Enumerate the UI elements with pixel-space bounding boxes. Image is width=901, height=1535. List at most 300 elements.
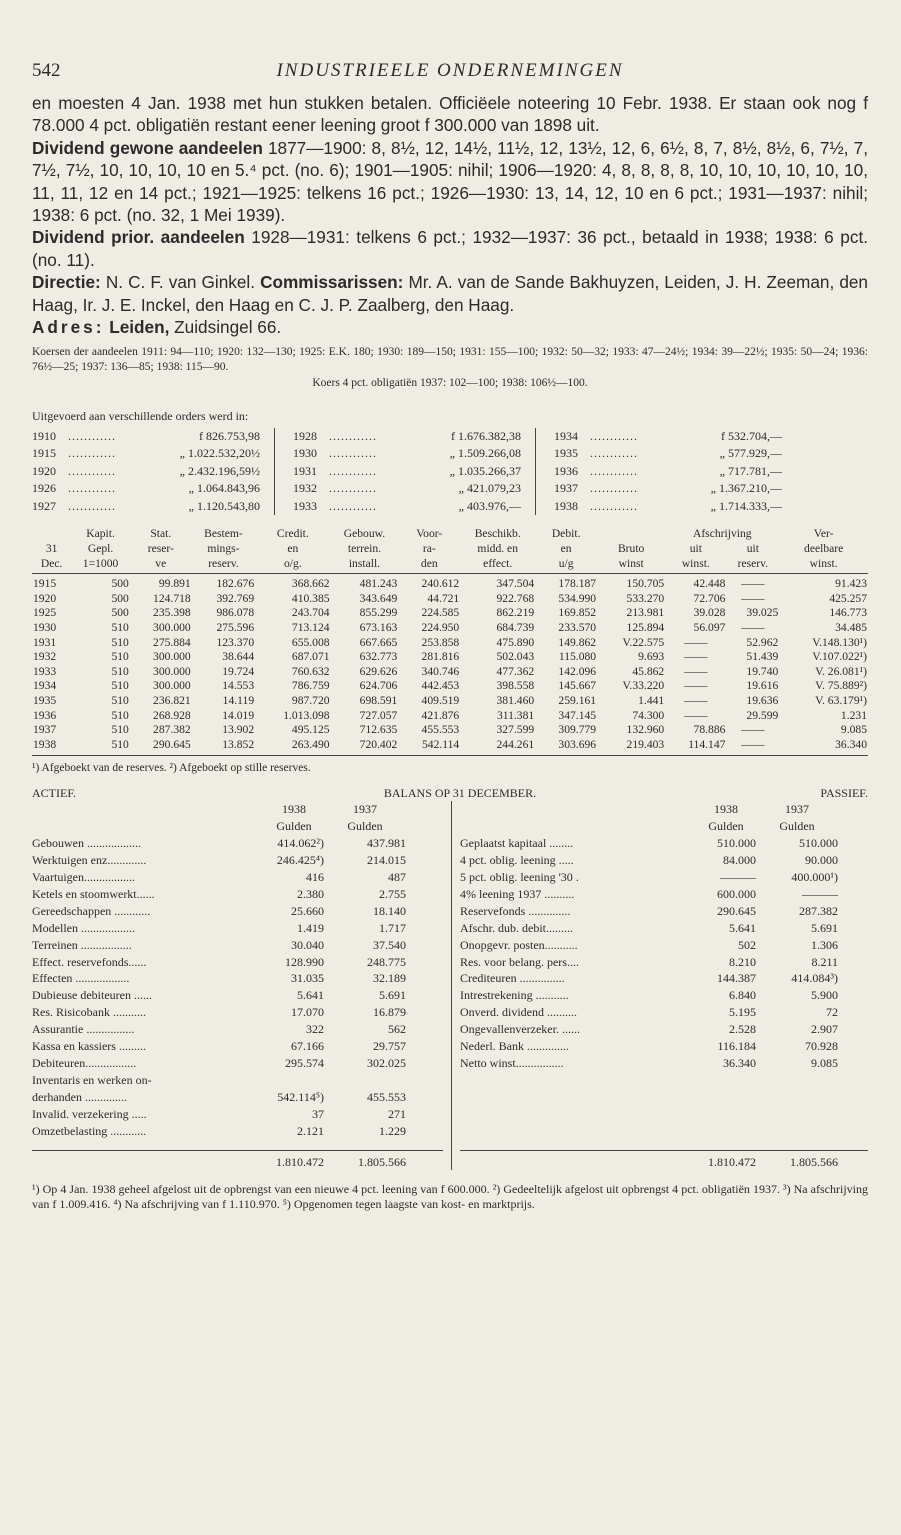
- order-row: [32, 463, 260, 481]
- order-value: f 532.704,—: [721, 428, 782, 443]
- balance-item: [32, 1106, 443, 1123]
- dividend-prior-label: Dividend prior. aandeelen: [32, 227, 245, 248]
- financial-table: [32, 527, 868, 756]
- table-cell: 91.423: [835, 577, 867, 591]
- order-value: „ 403.976,—: [458, 498, 521, 513]
- table-cell: 149.862: [558, 635, 597, 649]
- col-header: o/g.: [255, 557, 330, 574]
- balance-item: [32, 1072, 443, 1089]
- balance-item: [460, 1004, 868, 1021]
- table-cell: 510: [71, 738, 130, 756]
- table-cell: 713.124: [291, 621, 330, 635]
- order-dots: ............: [590, 463, 638, 478]
- balance-item-label: Vaartuigen.................: [32, 870, 135, 884]
- col-header: winst.: [665, 557, 726, 574]
- table-cell: V. 26.081¹): [815, 664, 867, 678]
- order-dots: ............: [590, 446, 638, 461]
- table-row: [32, 621, 868, 636]
- unit-1938: Gulden: [276, 819, 312, 834]
- table-cell: 78.886: [693, 723, 726, 737]
- table-cell: ——: [684, 694, 708, 707]
- table-cell: 510: [111, 679, 129, 693]
- balance-value-1938: 144.387: [717, 971, 756, 986]
- table-cell: 146.773: [829, 606, 867, 620]
- table-cell: 300.000: [153, 679, 191, 693]
- col-header: Afschrijving: [692, 527, 752, 541]
- table-cell: V. 75.889²): [815, 679, 867, 693]
- order-row: [32, 428, 260, 446]
- order-year: 1934: [554, 428, 578, 443]
- company-description: [32, 92, 868, 338]
- balance-value-1937: 400.000¹): [791, 870, 838, 884]
- table-cell: 124.718: [153, 591, 191, 605]
- balance-value-1937: 70.928: [805, 1039, 838, 1054]
- balance-value-1938: 5.641: [729, 920, 756, 935]
- col-header: en: [287, 542, 299, 556]
- col-header: Voor-: [416, 527, 443, 541]
- balance-item: [32, 1055, 443, 1072]
- orders-table: [32, 428, 868, 516]
- col-header: den: [398, 557, 460, 574]
- balance-item: [460, 954, 868, 971]
- balance-item-label: Omzetbelasting ............: [32, 1123, 147, 1138]
- balance-item: [32, 903, 443, 920]
- balance-item: [32, 954, 443, 971]
- table-cell: 1933: [33, 664, 57, 678]
- order-row: [554, 480, 782, 498]
- table-cell: 986.078: [216, 606, 255, 620]
- balance-value-1938: 510.000: [717, 836, 756, 851]
- balance-value-1937: 1.229: [379, 1123, 406, 1138]
- balance-value-1937: 2.907: [811, 1022, 838, 1037]
- table-cell: 500: [111, 577, 129, 591]
- table-cell: ——: [726, 738, 779, 756]
- balance-value-1937: 90.000: [805, 853, 838, 868]
- balance-value-1938: 6.840: [729, 988, 756, 1003]
- table-cell: V.33.220: [622, 679, 665, 693]
- year-1938: 1938: [282, 802, 306, 817]
- order-value: „ 717.781,—: [719, 463, 782, 478]
- table-cell: 36.340: [779, 738, 868, 756]
- balance-item: [32, 1123, 443, 1140]
- unit-1937: Gulden: [779, 819, 815, 834]
- table-cell: ——: [741, 591, 765, 605]
- balance-value-1938: 37: [312, 1106, 324, 1121]
- table-row: [32, 694, 868, 709]
- balance-item-label: Netto winst................: [460, 1055, 564, 1070]
- year-1937: 1937: [785, 802, 809, 817]
- balance-item-label: Nederl. Bank ..............: [460, 1039, 569, 1054]
- table-cell: 1.013.098: [283, 708, 330, 722]
- balance-item: [32, 869, 443, 886]
- adres-paragraph: [32, 316, 868, 338]
- col-header: reser-: [147, 542, 174, 556]
- balance-value-1938: 36.340: [723, 1055, 756, 1070]
- table-cell: 327.599: [496, 723, 535, 737]
- order-dots: ............: [68, 428, 116, 443]
- table-cell: 39.025: [746, 606, 779, 620]
- table-cell: 510: [111, 694, 129, 707]
- balance-item-label: 4% leening 1937 ..........: [460, 886, 575, 901]
- liabilities-list: [460, 835, 868, 1072]
- balance-item: [460, 869, 868, 886]
- table-cell: 268.928: [153, 708, 191, 722]
- balance-item-label: Onopgevr. posten...........: [460, 937, 578, 952]
- table-cell: 1.231: [840, 708, 867, 722]
- order-year: 1932: [293, 481, 317, 496]
- table-cell: 655.008: [291, 635, 330, 649]
- order-dots: ............: [329, 463, 377, 478]
- balance-item: [32, 970, 443, 987]
- table-cell: 1936: [33, 708, 57, 722]
- table-cell: ——: [741, 577, 765, 591]
- table-cell: 687.071: [291, 650, 330, 664]
- actief-label: ACTIEF.: [32, 786, 77, 801]
- table-row: [32, 738, 868, 756]
- table-cell: 455.553: [421, 723, 460, 737]
- unit-header: [32, 818, 443, 835]
- balance-value-1937: 487: [388, 870, 406, 884]
- table-row: [32, 665, 868, 680]
- order-year: 1935: [554, 446, 578, 461]
- balance-value-1937: 8.211: [811, 954, 838, 969]
- balance-item: [32, 886, 443, 903]
- balance-item-label: Assurantie ................: [32, 1022, 135, 1037]
- balance-item-label: Debiteuren.................: [32, 1055, 137, 1070]
- col-header: uit: [746, 542, 759, 556]
- table-cell: 987.720: [291, 694, 330, 707]
- balance-item-label: 5 pct. oblig. leening '30 .: [460, 870, 579, 884]
- balance-item: [32, 835, 443, 852]
- col-header: reserv.: [726, 557, 779, 574]
- order-dots: ............: [68, 463, 116, 478]
- balance-value-1938: 67.166: [291, 1039, 324, 1054]
- document-page: [32, 58, 868, 1211]
- table-cell: ——: [741, 621, 765, 635]
- balance-value-1937: 437.981: [367, 836, 406, 851]
- table-cell: 300.000: [153, 650, 191, 664]
- balance-value-1938: 416: [306, 870, 324, 884]
- balance-value-1938: 17.070: [291, 1005, 324, 1020]
- assets-total: [32, 1150, 443, 1171]
- order-value: „ 2.432.196,59½: [179, 463, 260, 478]
- col-header: effect.: [460, 557, 535, 574]
- order-year: 1938: [554, 498, 578, 513]
- table-cell: 114.147: [665, 738, 726, 756]
- table-cell: 533.270: [626, 591, 665, 605]
- table-cell: 19.636: [746, 694, 779, 707]
- balance-value-1938: 8.210: [729, 954, 756, 969]
- table-cell: 34.485: [835, 621, 867, 635]
- col-header: ra-: [422, 542, 436, 556]
- balance-value-1937: 32.189: [373, 971, 406, 986]
- order-dots: ............: [590, 498, 638, 513]
- table-cell: 495.125: [291, 723, 330, 737]
- table-cell: 1930: [33, 621, 57, 635]
- balance-value-1937: 214.015: [367, 853, 406, 868]
- order-dots: ............: [68, 446, 116, 461]
- table-cell: 510: [111, 664, 129, 678]
- balance-item-label: Crediteuren ...............: [460, 971, 565, 986]
- balance-value-1937: [324, 1072, 406, 1089]
- page-number: 542: [32, 60, 61, 81]
- table-cell: 219.403: [597, 738, 665, 756]
- table-cell: 421.876: [421, 708, 460, 722]
- balance-value-1938: 246.425⁴): [276, 853, 324, 868]
- orders-column: [32, 428, 274, 516]
- table-cell: 862.219: [496, 606, 535, 620]
- balance-footnotes: ¹) Op 4 Jan. 1938 geheel afgelost uit de opbrengst van een nieuwe 4 pct. leening van f 600.000. ²) Gedeeltelijk afgelost uit opbrengst 4 pct. obligatiën 1937. ³) Na afschrijving van f 1.009.416. ⁴) Na afschrijving van f 1.110.970. ⁵) Opgenomen tegen laagste van kost- en marktprijs.: [32, 1182, 868, 1211]
- orders-column: [274, 428, 535, 516]
- order-year: 1931: [293, 463, 317, 478]
- balance-value-1937: 455.553: [367, 1089, 406, 1104]
- table-row: [32, 592, 868, 607]
- order-value: „ 577.929,—: [719, 446, 782, 461]
- table-cell: 13.902: [222, 723, 255, 737]
- balance-value-1937: 5.691: [811, 920, 838, 935]
- balance-item-label: Reservefonds ..............: [460, 903, 571, 918]
- col-header: Ver-: [813, 527, 834, 541]
- order-value: f 1.676.382,38: [451, 428, 521, 443]
- col-header: mings-: [207, 542, 240, 556]
- koersen-aandeelen: Koersen der aandeelen 1911: 94—110; 1920: 132—130; 1925: E.K. 180; 1930: 189—150; 1931: 155—100; 1932: 50—32; 1933: 47—24½; 1934: 39—22½; 1935: 50—24; 1936: 76½—25; 1937: 136—85; 1938: 115—90.: [32, 346, 868, 373]
- table-cell: 275.596: [216, 621, 255, 635]
- table-cell: 178.187: [558, 577, 597, 591]
- table-cell: 1920: [33, 591, 57, 605]
- col-header: deelbare: [804, 542, 844, 556]
- orders-column: [535, 428, 796, 516]
- running-title: INDUSTRIEELE ONDERNEMINGEN: [276, 60, 624, 81]
- table-cell: ——: [684, 664, 708, 678]
- balance-value-1938: 502: [738, 937, 756, 952]
- table-cell: 392.769: [216, 591, 255, 605]
- balance-value-1937: 5.900: [811, 988, 838, 1003]
- balance-item: [460, 1055, 868, 1072]
- balance-item-label: 4 pct. oblig. leening .....: [460, 853, 574, 868]
- balance-item: [32, 1038, 443, 1055]
- table-cell: 9.693: [638, 650, 665, 664]
- table-cell: 542.114: [398, 738, 460, 756]
- table-row: [32, 679, 868, 694]
- order-row: [293, 498, 521, 516]
- table-cell: 244.261: [460, 738, 535, 756]
- table-cell: 510: [111, 723, 129, 737]
- table-cell: 281.816: [421, 650, 460, 664]
- table-cell: 56.097: [693, 621, 726, 635]
- balance-value-1938: 414.062²): [277, 836, 324, 851]
- table-cell: 115.080: [558, 650, 597, 664]
- table-cell: 142.096: [558, 664, 597, 678]
- balance-value-1937: 1.717: [379, 920, 406, 935]
- col-header: winst.: [779, 557, 868, 574]
- balance-value-1938: [264, 1072, 324, 1089]
- table-cell: ——: [741, 723, 765, 737]
- table-cell: 1934: [33, 679, 57, 693]
- table-cell: 1938: [32, 738, 71, 756]
- balance-value-1938: 2.121: [297, 1123, 324, 1138]
- table-cell: V. 63.179¹): [815, 694, 867, 707]
- balance-item: [460, 987, 868, 1004]
- balance-sheet: [32, 801, 868, 1139]
- directie-label: Directie:: [32, 272, 101, 293]
- balance-item: [460, 920, 868, 937]
- balance-value-1938: ———: [720, 870, 756, 884]
- table-cell: 629.626: [359, 664, 398, 678]
- adres-label: Adres:: [32, 317, 105, 338]
- order-dots: ............: [68, 498, 116, 513]
- table-cell: 712.635: [359, 723, 398, 737]
- table-cell: 698.591: [359, 694, 398, 707]
- table-cell: 145.667: [558, 679, 597, 693]
- table-cell: 51.439: [746, 650, 779, 664]
- balance-item-label: derhanden ..............: [32, 1089, 127, 1104]
- balance-item-label: Gereedschappen ............: [32, 903, 151, 918]
- order-value: „ 1.035.266,37: [449, 463, 521, 478]
- balance-item-label: Inventaris en werken on-: [32, 1072, 152, 1087]
- order-dots: ............: [329, 498, 377, 513]
- col-header: uit: [689, 542, 702, 556]
- table-cell: 235.398: [153, 606, 191, 620]
- balance-value-1937: 2.755: [379, 886, 406, 901]
- table-cell: 52.962: [746, 635, 779, 649]
- table-cell: 29.599: [746, 708, 779, 722]
- table-cell: 1935: [33, 694, 57, 707]
- table-cell: 19.616: [746, 679, 779, 693]
- balance-value-1938: 542.114⁵): [277, 1089, 324, 1104]
- col-header: Debit.: [551, 527, 581, 541]
- order-dots: ............: [329, 428, 377, 443]
- order-row: [554, 463, 782, 481]
- table-cell: 300.000: [153, 664, 191, 678]
- dividend-gewone-label: Dividend gewone aandeelen: [32, 137, 263, 158]
- balance-item-label: Invalid. verzekering .....: [32, 1106, 147, 1121]
- table-footnote: ¹) Afgeboekt van de reserves. ²) Afgeboekt op stille reserves.: [32, 762, 311, 775]
- table-cell: 309.779: [558, 723, 597, 737]
- table-cell: 132.960: [626, 723, 665, 737]
- table-cell: 425.257: [829, 591, 867, 605]
- commissarissen-label: Commissarissen:: [260, 272, 404, 293]
- order-value: „ 1.064.843,96: [188, 481, 260, 496]
- table-cell: 240.612: [421, 577, 460, 591]
- table-cell: 786.759: [291, 679, 330, 693]
- balance-value-1938: 295.574: [285, 1055, 324, 1070]
- balance-value-1937: 18.140: [373, 903, 406, 918]
- dividend-prior-paragraph: [32, 226, 868, 271]
- passief-label: PASSIEF.: [820, 786, 868, 801]
- table-row: [32, 650, 868, 665]
- table-cell: 300.000: [153, 621, 191, 635]
- table-cell: 343.649: [359, 591, 398, 605]
- col-header: install.: [331, 557, 399, 574]
- table-cell: 381.460: [496, 694, 535, 707]
- table-cell: 45.862: [632, 664, 665, 678]
- table-cell: 510: [111, 708, 129, 722]
- balance-value-1938: 322: [306, 1022, 324, 1037]
- table-cell: 123.370: [216, 635, 255, 649]
- table-cell: 1932: [33, 650, 57, 664]
- table-cell: 39.028: [693, 606, 726, 620]
- order-year: 1926: [32, 481, 56, 496]
- balance-value-1937: 1.306: [811, 937, 838, 952]
- unit-1938: Gulden: [708, 819, 744, 834]
- balance-item-label: Intrestrekening ...........: [460, 988, 569, 1003]
- order-value: „ 421.079,23: [458, 481, 521, 496]
- table-cell: 347.145: [558, 708, 597, 722]
- balance-value-1937: 16.879: [373, 1005, 406, 1020]
- table-cell: 14.119: [222, 694, 255, 707]
- order-dots: ............: [590, 481, 638, 496]
- balance-value-1937: 414.084³): [791, 971, 838, 986]
- financial-table-body: [32, 574, 868, 756]
- header-row: [32, 557, 868, 574]
- balance-item-label: Geplaatst kapitaal ........: [460, 836, 574, 851]
- table-cell: 340.746: [421, 664, 460, 678]
- order-year: 1910: [32, 428, 56, 443]
- balance-item-label: Gebouwen ..................: [32, 836, 141, 851]
- table-cell: 38.644: [222, 650, 255, 664]
- liabilities-total: [460, 1150, 868, 1171]
- intro-paragraph: en moesten 4 Jan. 1938 met hun stukken betalen. Officiëele noteering 10 Febr. 1938. Er staan ook nog f 78.000 4 pct. obligatiën restant eener leening groot f 300.000 van 1898 uit.: [32, 93, 868, 136]
- table-cell: 263.490: [255, 738, 330, 756]
- table-cell: 510: [111, 621, 129, 635]
- col-header: en: [560, 542, 572, 556]
- table-cell: 259.161: [558, 694, 597, 707]
- table-cell: 760.632: [291, 664, 330, 678]
- order-value: „ 1.120.543,80: [188, 498, 260, 513]
- balance-item: [460, 970, 868, 987]
- order-row: [293, 480, 521, 498]
- balance-item-label: Effecten ..................: [32, 971, 130, 986]
- table-cell: 182.676: [216, 577, 255, 591]
- order-year: 1915: [32, 446, 56, 461]
- table-cell: 275.884: [153, 635, 191, 649]
- balance-value-1938: 290.645: [717, 903, 756, 918]
- col-header: 31: [45, 542, 58, 556]
- order-year: 1930: [293, 446, 317, 461]
- table-cell: 673.163: [359, 621, 398, 635]
- order-row: [32, 480, 260, 498]
- order-dots: ............: [68, 481, 116, 496]
- table-cell: ——: [684, 635, 708, 649]
- table-cell: 1931: [33, 635, 57, 649]
- table-cell: 224.585: [421, 606, 460, 620]
- table-cell: 500: [111, 606, 129, 620]
- balance-value-1938: 5.641: [297, 988, 324, 1003]
- balance-item: [460, 903, 868, 920]
- order-value: „ 1.367.210,—: [710, 481, 782, 496]
- table-cell: 727.057: [359, 708, 398, 722]
- table-cell: V.148.130¹): [812, 635, 867, 649]
- year-header: [32, 801, 443, 818]
- col-header: 1=1000: [71, 557, 130, 574]
- table-cell: 1.441: [638, 694, 665, 707]
- col-header: Gebouw.: [343, 527, 386, 541]
- col-header: Kapit.: [86, 527, 115, 541]
- balance-item: [460, 1021, 868, 1038]
- balance-item: [32, 987, 443, 1004]
- order-row: [32, 498, 260, 516]
- balance-value-1937: 271: [388, 1106, 406, 1121]
- balance-value-1938: 2.528: [729, 1022, 756, 1037]
- table-row: [32, 723, 868, 738]
- table-cell: 9.085: [840, 723, 867, 737]
- year-header: [460, 801, 868, 818]
- page-header: [32, 58, 868, 92]
- col-header: winst: [597, 557, 665, 574]
- header-row: [32, 527, 868, 542]
- col-header: u/g: [535, 557, 597, 574]
- balans-title-row: [32, 786, 868, 801]
